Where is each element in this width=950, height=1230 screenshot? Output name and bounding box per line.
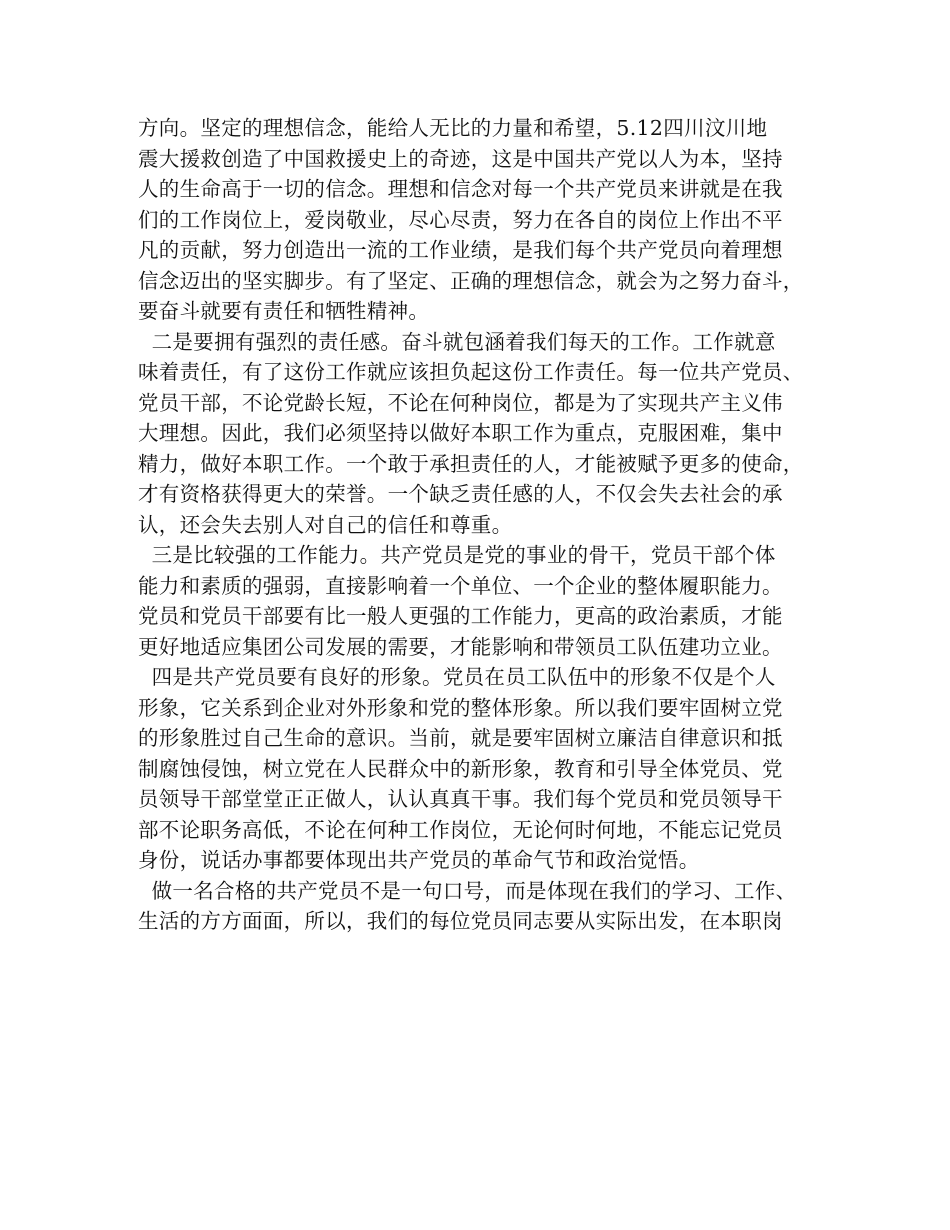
text-line: 三是比较强的工作能力。共产党员是党的事业的骨干，党员干部个体 (138, 543, 776, 567)
text-line: 身份，说话办事都要体现出共产党员的革命气节和政治觉悟。 (138, 848, 700, 872)
text-line: 要奋斗就要有责任和牺牲精神。 (138, 299, 430, 323)
text-line: 二是要拥有强烈的责任感。奋斗就包涵着我们每天的工作。工作就意 (138, 329, 776, 354)
text-line: 精力，做好本职工作。一个敢于承担责任的人，才能被赋予更多的使命， (138, 451, 804, 476)
text-line: 才有资格获得更大的荣誉。一个缺乏责任感的人，不仅会失去社会的承 (138, 482, 783, 506)
text-line: 制腐蚀侵蚀，树立党在人民群众中的新形象，教育和引导全体党员、党 (138, 756, 783, 781)
text-line: 方向。坚定的理想信念，能给人无比的力量和希望，5.12四川汶川地 (138, 116, 768, 140)
text-line: 党员干部，不论党龄长短，不论在何种岗位，都是为了实现共产主义伟 (138, 390, 783, 415)
text-line: 信念迈出的坚实脚步。有了坚定、正确的理想信念，就会为之努力奋斗， (138, 268, 804, 293)
text-line: 部不论职务高低，不论在何种工作岗位，无论何时何地，不能忘记党员 (138, 817, 783, 842)
text-line: 员领导干部堂堂正正做人，认认真真干事。我们每个党员和党员领导干 (138, 787, 783, 811)
text-line: 做一名合格的共产党员不是一句口号，而是体现在我们的学习、工作、 (138, 878, 797, 903)
text-line: 党员和党员干部要有比一般人更强的工作能力，更高的政治素质，才能 (138, 604, 783, 628)
text-line: 震大援救创造了中国救援史上的奇迹，这是中国共产党以人为本，坚持 (138, 146, 783, 171)
text-line: 味着责任，有了这份工作就应该担负起这份工作责任。每一位共产党员、 (138, 360, 804, 384)
text-line: 认，还会失去别人对自己的信任和尊重。 (138, 512, 513, 537)
text-line: 生活的方方面面，所以，我们的每位党员同志要从实际出发，在本职岗 (138, 909, 783, 933)
text-line: 四是共产党员要有良好的形象。党员在员工队伍中的形象不仅是个人 (138, 665, 776, 689)
text-line: 形象，它关系到企业对外形象和党的整体形象。所以我们要牢固树立党 (138, 695, 783, 720)
text-line: 人的生命高于一切的信念。理想和信念对每一个共产党员来讲就是在我 (138, 177, 783, 201)
text-line: 大理想。因此，我们必须坚持以做好本职工作为重点，克服困难，集中 (138, 421, 783, 445)
text-line: 能力和素质的强弱，直接影响着一个单位、一个企业的整体履职能力。 (138, 573, 783, 598)
text-line: 的形象胜过自己生命的意识。当前，就是要牢固树立廉洁自律意识和抵 (138, 726, 783, 750)
text-line: 凡的贡献，努力创造出一流的工作业绩，是我们每个共产党员向着理想 (138, 238, 783, 262)
text-line: 更好地适应集团公司发展的需要，才能影响和带领员工队伍建功立业。 (138, 634, 783, 659)
text-line: 们的工作岗位上，爱岗敬业，尽心尽责，努力在各自的岗位上作出不平 (138, 207, 783, 232)
body-text (138, 113, 818, 937)
